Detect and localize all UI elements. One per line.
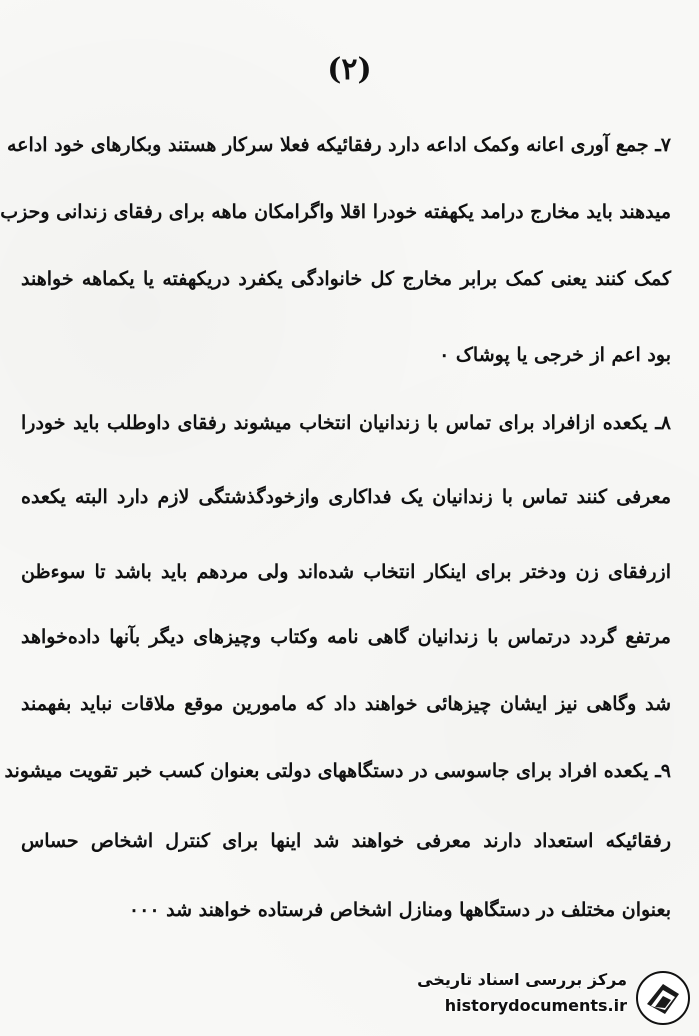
text-line: ۸ـ یکعده ازافراد برای تماس با زندانیان انتخاب میشوند رفقای داوطلب باید خودرا	[21, 412, 671, 434]
text-line: بعنوان مختلف در دستگاهها ومنازل اشخاص فرستاده خواهند شد ۰۰۰	[128, 899, 671, 921]
text-line: شد وگاهی نیز ایشان چیزهائی خواهند داد که مامورین موقع ملاقات نباید بفهمند	[21, 693, 671, 715]
text-line: معرفی کنند تماس با زندانیان یک فداکاری وازخودگذشتگی لازم دارد البته یکعده	[21, 486, 671, 508]
watermark-title: مرکز بررسی اسناد تاریخی	[417, 970, 627, 989]
text-line: مرتفع گردد درتماس با زندانیان گاهی نامه وکتاب وچیزهای دیگر بآنها داده‌خواهد	[21, 626, 671, 648]
text-line: کمک کنند یعنی کمک برابر مخارج کل خانوادگی یکفرد دریکهفته یا یکماهه خواهند	[21, 268, 671, 290]
text-line: بود اعم از خرجی یا پوشاک ۰	[439, 344, 671, 366]
text-line: ۹ـ یکعده افراد برای جاسوسی در دستگاههای دولتی بعنوان کسب خبر تقویت میشوند	[4, 760, 671, 782]
watermark-url: historydocuments.ir	[444, 996, 627, 1015]
archive-logo-icon	[635, 970, 691, 1026]
text-line: ازرفقای زن ودختر برای اینکار انتخاب شده‌اند ولی مردهم باید باشد تا سوءظن	[21, 561, 671, 583]
text-line: ۷ـ جمع آوری اعانه وکمک اداعه دارد رفقائیکه فعلا سرکار هستند وبکارهای خود اداعه	[6, 134, 671, 156]
text-line: رفقائیکه استعداد دارند معرفی خواهند شد اینها برای کنترل اشخاص حساس	[21, 830, 671, 852]
watermark	[406, 966, 691, 1028]
page-number: (۲)	[327, 52, 372, 87]
text-line: میدهند باید مخارج درامد یکهفته خودرا اقلا واگرامکان ماهه برای رفقای زندانی وحزب	[0, 201, 671, 223]
